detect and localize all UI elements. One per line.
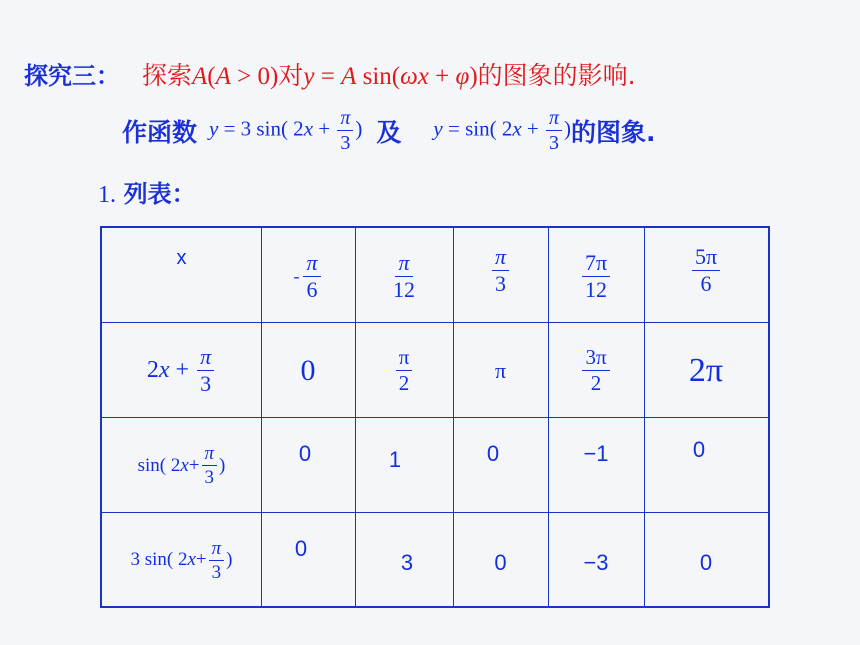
table-cell-sin: 0 [486, 441, 500, 466]
table-cell-angle: π [494, 357, 507, 383]
subheading-line [122, 108, 656, 153]
heading-title: 探索A(A > 0)对y = A sin(ωx + φ)的图象的影响. [142, 61, 636, 90]
formula-3sin: y = 3 sin( 2x + $\frac{\pi}{3}$ ) [209, 107, 363, 154]
row-header-sin: sin( 2 x + $\frac{\pi}{3}$ ) [137, 443, 226, 488]
table-row-divider [102, 322, 768, 323]
table-cell-3sin: −3 [583, 550, 609, 575]
subheading-prefix: 作函数 [122, 117, 198, 147]
step-label: 列表： [123, 180, 196, 208]
table-cell-sin: 0 [692, 437, 706, 462]
heading-label: 探究三： [24, 62, 120, 90]
subheading-and: 及 [376, 117, 402, 147]
formula-sin: y = sin( 2x + $\frac{\pi}{3}$ ) [433, 107, 572, 154]
table-cell-sin: 1 [388, 447, 402, 472]
table-cell-3sin: 0 [294, 536, 308, 561]
subheading-suffix: 的图象. [571, 117, 656, 147]
table-row-divider [102, 512, 768, 513]
table-cell-angle: $\frac{3\pi}{2}$ [548, 324, 644, 417]
table-cell-x: - $\frac{\pi}{6}$ [261, 234, 355, 318]
value-table [100, 226, 770, 608]
table-cell-x: $\frac{\pi}{12}$ [393, 249, 415, 302]
table-cell-3sin: 3 [400, 550, 414, 575]
row-header-x: x [176, 246, 187, 269]
table-cell-angle: $\frac{\pi}{2}$ [355, 324, 453, 417]
heading-line [24, 56, 636, 92]
table-cell-sin: 0 [298, 441, 312, 466]
table-cell-angle: 0 [300, 353, 316, 387]
row-header-3sin: 3 sin( 2 x + $\frac{\pi}{3}$ ) [130, 537, 233, 583]
table-cell-x: $\frac{7\pi}{12}$ [548, 234, 644, 318]
table-cell-angle: 2π [688, 351, 724, 389]
step-line [98, 174, 196, 209]
table-cell-3sin: 0 [699, 550, 713, 575]
step-number: 1. [98, 182, 116, 208]
row-header-angle: 2 x + $\frac{\pi}{3}$ [102, 324, 261, 417]
table-cell-3sin: 0 [494, 550, 507, 575]
table-cell-x: $\frac{\pi}{3}$ [453, 228, 548, 312]
table-cell-sin: −1 [583, 441, 609, 466]
table-cell-x: $\frac{5\pi}{6}$ [644, 228, 768, 312]
